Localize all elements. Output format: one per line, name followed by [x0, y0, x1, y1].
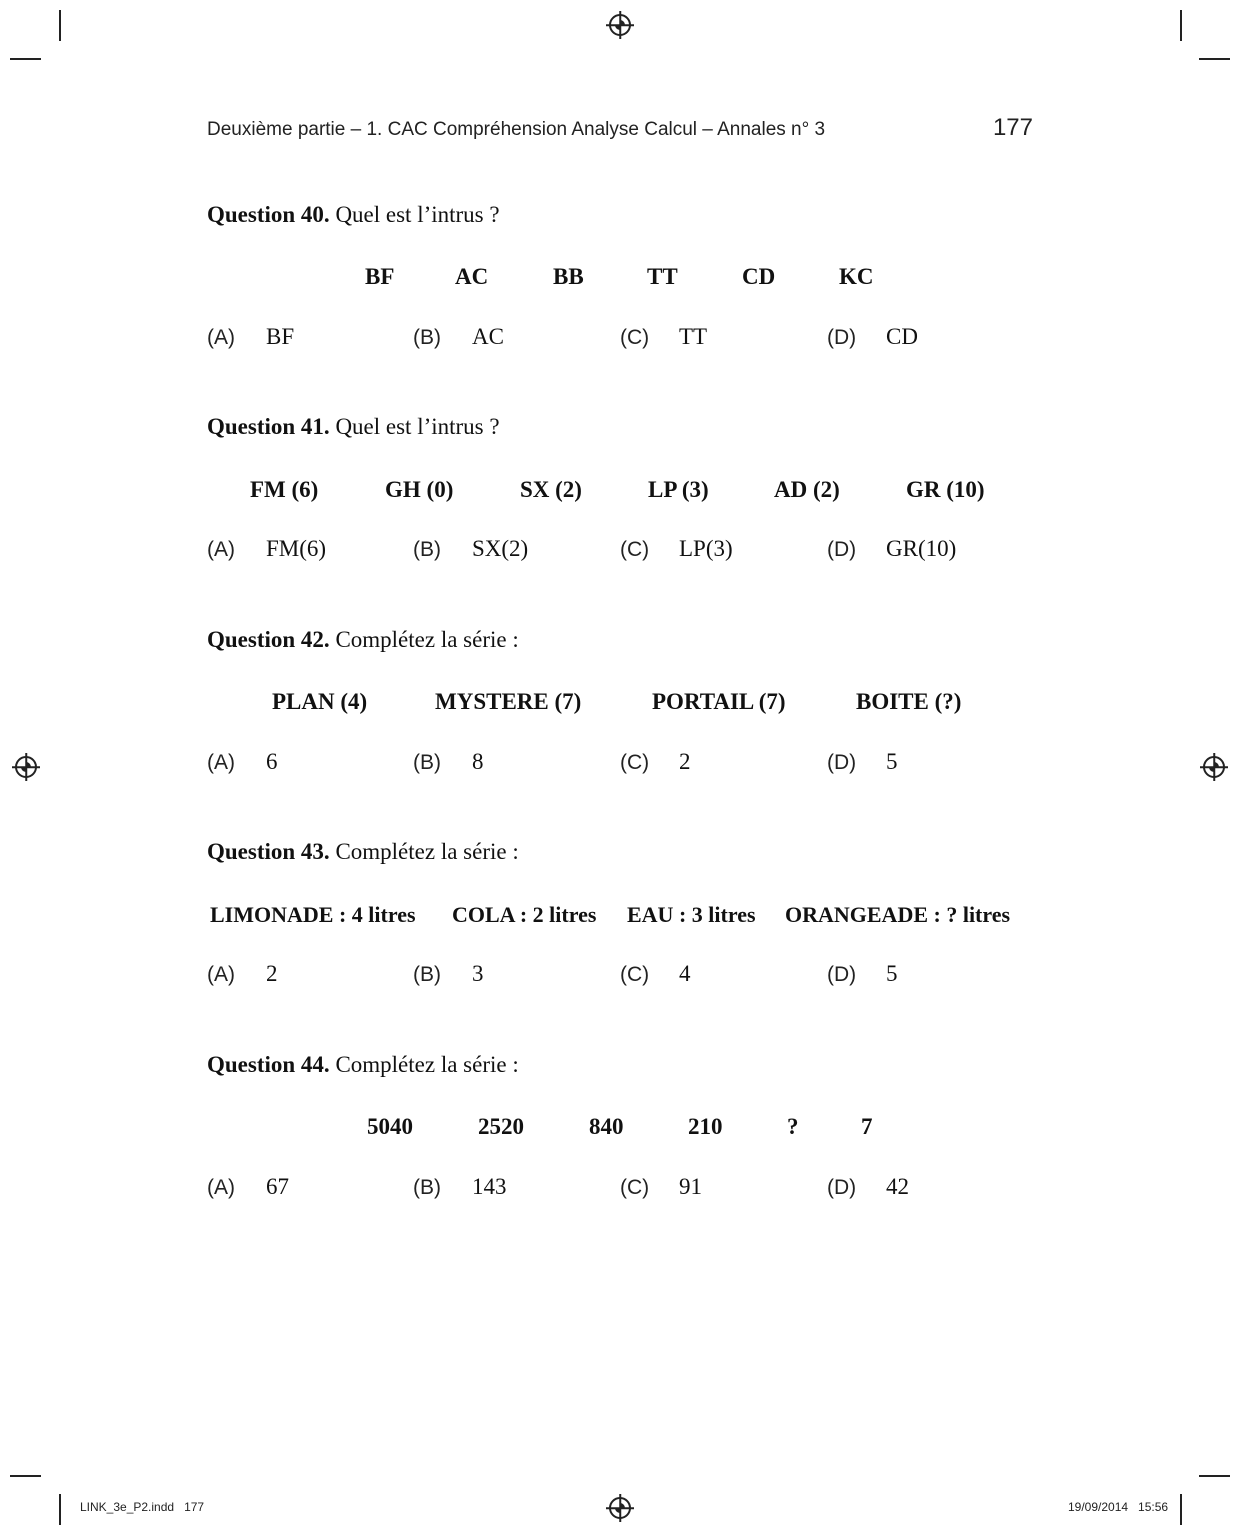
- file-slug: LINK_3e_P2.indd 177: [80, 1500, 205, 1514]
- option-letter: (A): [207, 963, 235, 986]
- question-prompt: Complétez la série :: [335, 627, 519, 652]
- series-item: KC: [839, 264, 874, 289]
- series-item: ?: [787, 1114, 799, 1139]
- page-number: 177: [992, 114, 1033, 141]
- registration-mark-icon: [609, 1497, 631, 1519]
- option-letter: (B): [413, 538, 441, 561]
- option-value: 5: [886, 961, 898, 986]
- question-label: Question 42.: [207, 627, 330, 652]
- question-title: [207, 414, 500, 440]
- option-value: LP(3): [679, 536, 733, 561]
- series-item: TT: [647, 264, 678, 289]
- series-item: ORANGEADE : ? litres: [785, 902, 1011, 927]
- crop-mark: [59, 1494, 61, 1525]
- option-letter: (C): [620, 326, 650, 349]
- series-item: 2520: [478, 1114, 524, 1139]
- crop-mark: [1180, 1494, 1182, 1525]
- option-letter: (C): [620, 538, 650, 561]
- series-item: BOITE (?): [856, 689, 962, 714]
- option-value: 2: [266, 961, 278, 986]
- series-item: FM (6): [250, 477, 319, 502]
- question-title: [207, 839, 519, 865]
- crop-mark: [10, 58, 41, 60]
- option-letter: (C): [620, 1176, 650, 1199]
- crop-mark: [59, 10, 61, 41]
- series-item: 5040: [367, 1114, 413, 1139]
- series-item: EAU : 3 litres: [627, 902, 756, 927]
- option-letter: (B): [413, 1176, 441, 1199]
- option-letter: (D): [827, 1176, 857, 1199]
- option-value: AC: [472, 324, 504, 349]
- series-item: LP (3): [648, 477, 709, 502]
- option-value: BF: [266, 324, 295, 349]
- series-item: GH (0): [385, 477, 454, 502]
- series-item: LIMONADE : 4 litres: [210, 902, 416, 927]
- series-item: CD: [742, 264, 776, 289]
- option-letter: (A): [207, 751, 235, 774]
- series-item: 840: [589, 1114, 624, 1139]
- registration-mark-icon: [1203, 756, 1225, 778]
- series-item: 7: [861, 1114, 873, 1139]
- option-letter: (D): [827, 963, 857, 986]
- option-letter: (B): [413, 751, 441, 774]
- option-value: 6: [266, 749, 278, 774]
- series-item: AC: [455, 264, 489, 289]
- option-value: 3: [472, 961, 484, 986]
- series-item: MYSTERE (7): [435, 689, 582, 714]
- option-value: SX(2): [472, 536, 529, 561]
- question-title: [207, 627, 519, 653]
- question-title: [207, 1052, 519, 1078]
- crop-mark: [1199, 1475, 1230, 1477]
- option-value: 8: [472, 749, 484, 774]
- series-item: GR (10): [906, 477, 985, 502]
- registration-mark-icon: [609, 14, 631, 36]
- option-letter: (A): [207, 538, 235, 561]
- series-item: 210: [688, 1114, 723, 1139]
- option-value: 5: [886, 749, 898, 774]
- option-value: GR(10): [886, 536, 957, 561]
- crop-mark: [1180, 10, 1182, 41]
- question-prompt: Complétez la série :: [335, 1052, 519, 1077]
- option-value: FM(6): [266, 536, 327, 561]
- running-title: Deuxième partie – 1. CAC Compréhension Analyse Calcul – Annales n° 3: [207, 119, 826, 140]
- option-value: 67: [266, 1174, 289, 1199]
- registration-mark-icon: [15, 756, 37, 778]
- option-value: 143: [472, 1174, 507, 1199]
- question-label: Question 40.: [207, 202, 330, 227]
- option-letter: (B): [413, 963, 441, 986]
- option-value: 2: [679, 749, 691, 774]
- option-value: CD: [886, 324, 918, 349]
- option-value: TT: [679, 324, 708, 349]
- question-label: Question 41.: [207, 414, 330, 439]
- question-label: Question 43.: [207, 839, 330, 864]
- option-letter: (D): [827, 751, 857, 774]
- running-header: [207, 116, 1037, 146]
- option-letter: (A): [207, 1176, 235, 1199]
- question-title: [207, 202, 500, 228]
- option-value: 42: [886, 1174, 909, 1199]
- option-letter: (D): [827, 326, 857, 349]
- option-letter: (C): [620, 751, 650, 774]
- option-letter: (C): [620, 963, 650, 986]
- series-item: COLA : 2 litres: [452, 902, 597, 927]
- series-item: AD (2): [774, 477, 840, 502]
- option-value: 4: [679, 961, 691, 986]
- series-item: BF: [365, 264, 395, 289]
- series-item: PORTAIL (7): [652, 689, 786, 714]
- question-prompt: Quel est l’intrus ?: [335, 202, 500, 227]
- question-prompt: Complétez la série :: [335, 839, 519, 864]
- option-letter: (D): [827, 538, 857, 561]
- option-letter: (B): [413, 326, 441, 349]
- question-label: Question 44.: [207, 1052, 330, 1077]
- option-value: 91: [679, 1174, 702, 1199]
- series-item: PLAN (4): [272, 689, 368, 714]
- series-item: SX (2): [520, 477, 582, 502]
- option-letter: (A): [207, 326, 235, 349]
- question-prompt: Quel est l’intrus ?: [335, 414, 500, 439]
- series-item: BB: [553, 264, 584, 289]
- crop-mark: [10, 1475, 41, 1477]
- date-slug: 19/09/2014 15:56: [1068, 1500, 1169, 1514]
- crop-mark: [1199, 58, 1230, 60]
